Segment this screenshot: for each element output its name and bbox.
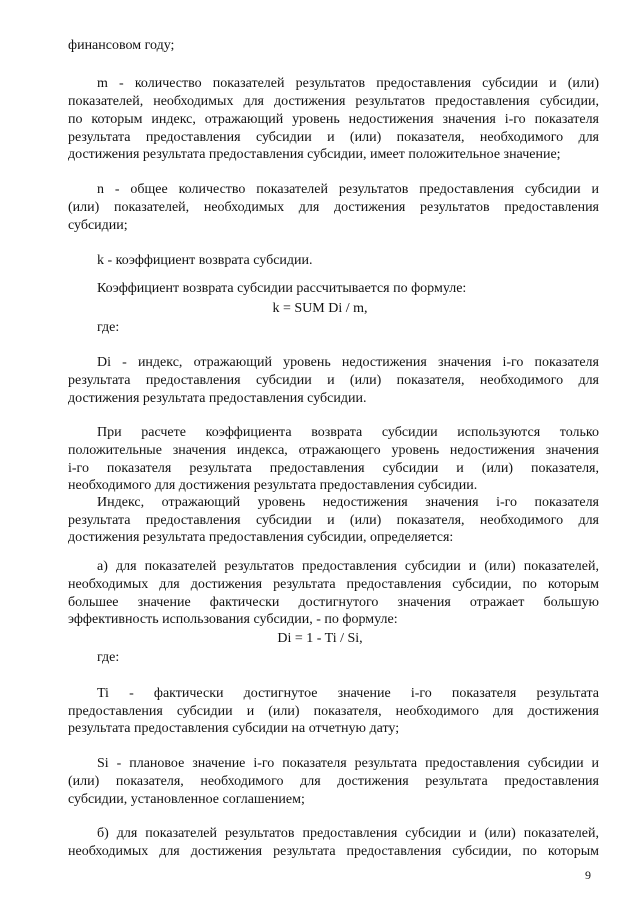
text-line: результата предоставления субсидии и (или) показателя, необходимого для <box>68 373 599 388</box>
text-line: Di - индекс, отражающий уровень недостижения значения i-го показателя <box>97 355 599 370</box>
text-line: где: <box>97 320 120 335</box>
text-line: m - количество показателей результатов предоставления субсидии и (или) <box>97 76 599 91</box>
text-line: субсидии, установленное соглашением; <box>68 792 305 807</box>
text-line: При расчете коэффициента возврата субсидии используются только <box>97 425 599 440</box>
text-line: (или) показателя, необходимого для достижения результата предоставления <box>68 774 599 789</box>
text-line: необходимых для достижения результата предоставления субсидии, по которым <box>68 844 599 859</box>
text-line: Коэффициент возврата субсидии рассчитывается по формуле: <box>97 281 467 296</box>
text-line: а) для показателей результатов предоставления субсидии и (или) показателей, <box>97 559 599 574</box>
text-line: i-го показателя результата предоставления субсидии и (или) показателя, <box>68 461 599 476</box>
text-line: необходимых для достижения результата предоставления субсидии, по которым <box>68 577 599 592</box>
text-line: б) для показателей результатов предоставления субсидии и (или) показателей, <box>97 826 599 841</box>
formula-k: k = SUM Di / m, <box>272 301 368 316</box>
page-number: 9 <box>585 868 591 882</box>
text-line: большее значение фактически достигнутого значения отражает большую <box>68 595 599 610</box>
text-line: положительные значения индекса, отражающего уровень недостижения значения <box>68 443 599 458</box>
text-line: где: <box>97 650 120 665</box>
text-line: по которым индекс, отражающий уровень недостижения значения i-го показателя <box>68 112 599 127</box>
text-line: необходимого для достижения результата предоставления субсидии. <box>68 478 478 493</box>
text-line: эффективность использования субсидии, - по формуле: <box>68 612 398 627</box>
text-line: результата предоставления субсидии и (или) показателя, необходимого для <box>68 130 599 145</box>
text-line: результата предоставления субсидии и (или) показателя, необходимого для <box>68 513 599 528</box>
text-line: финансовом году; <box>68 38 175 53</box>
text-line: k - коэффициент возврата субсидии. <box>97 253 313 268</box>
text-line: показателей, необходимых для достижения результатов предоставления субсидии, <box>68 94 599 109</box>
text-line: n - общее количество показателей результатов предоставления субсидии и <box>97 182 599 197</box>
text-line: Индекс, отражающий уровень недостижения значения i-го показателя <box>97 495 599 510</box>
text-line: субсидии; <box>68 218 128 233</box>
text-line: (или) показателей, необходимых для достижения результатов предоставления <box>68 200 599 215</box>
text-line: достижения результата предоставления субсидии, имеет положительное значение; <box>68 147 561 162</box>
formula-di: Di = 1 - Ti / Si, <box>277 631 363 646</box>
text-line: достижения результата предоставления субсидии. <box>68 391 367 406</box>
text-line: результата предоставления субсидии на отчетную дату; <box>68 721 400 736</box>
text-line: достижения результата предоставления субсидии, определяется: <box>68 530 454 545</box>
text-line: Ti - фактически достигнутое значение i-го показателя результата <box>97 686 599 701</box>
text-line: Si - плановое значение i-го показателя результата предоставления субсидии и <box>97 756 599 771</box>
text-line: предоставления субсидии и (или) показателя, необходимого для достижения <box>68 704 599 719</box>
